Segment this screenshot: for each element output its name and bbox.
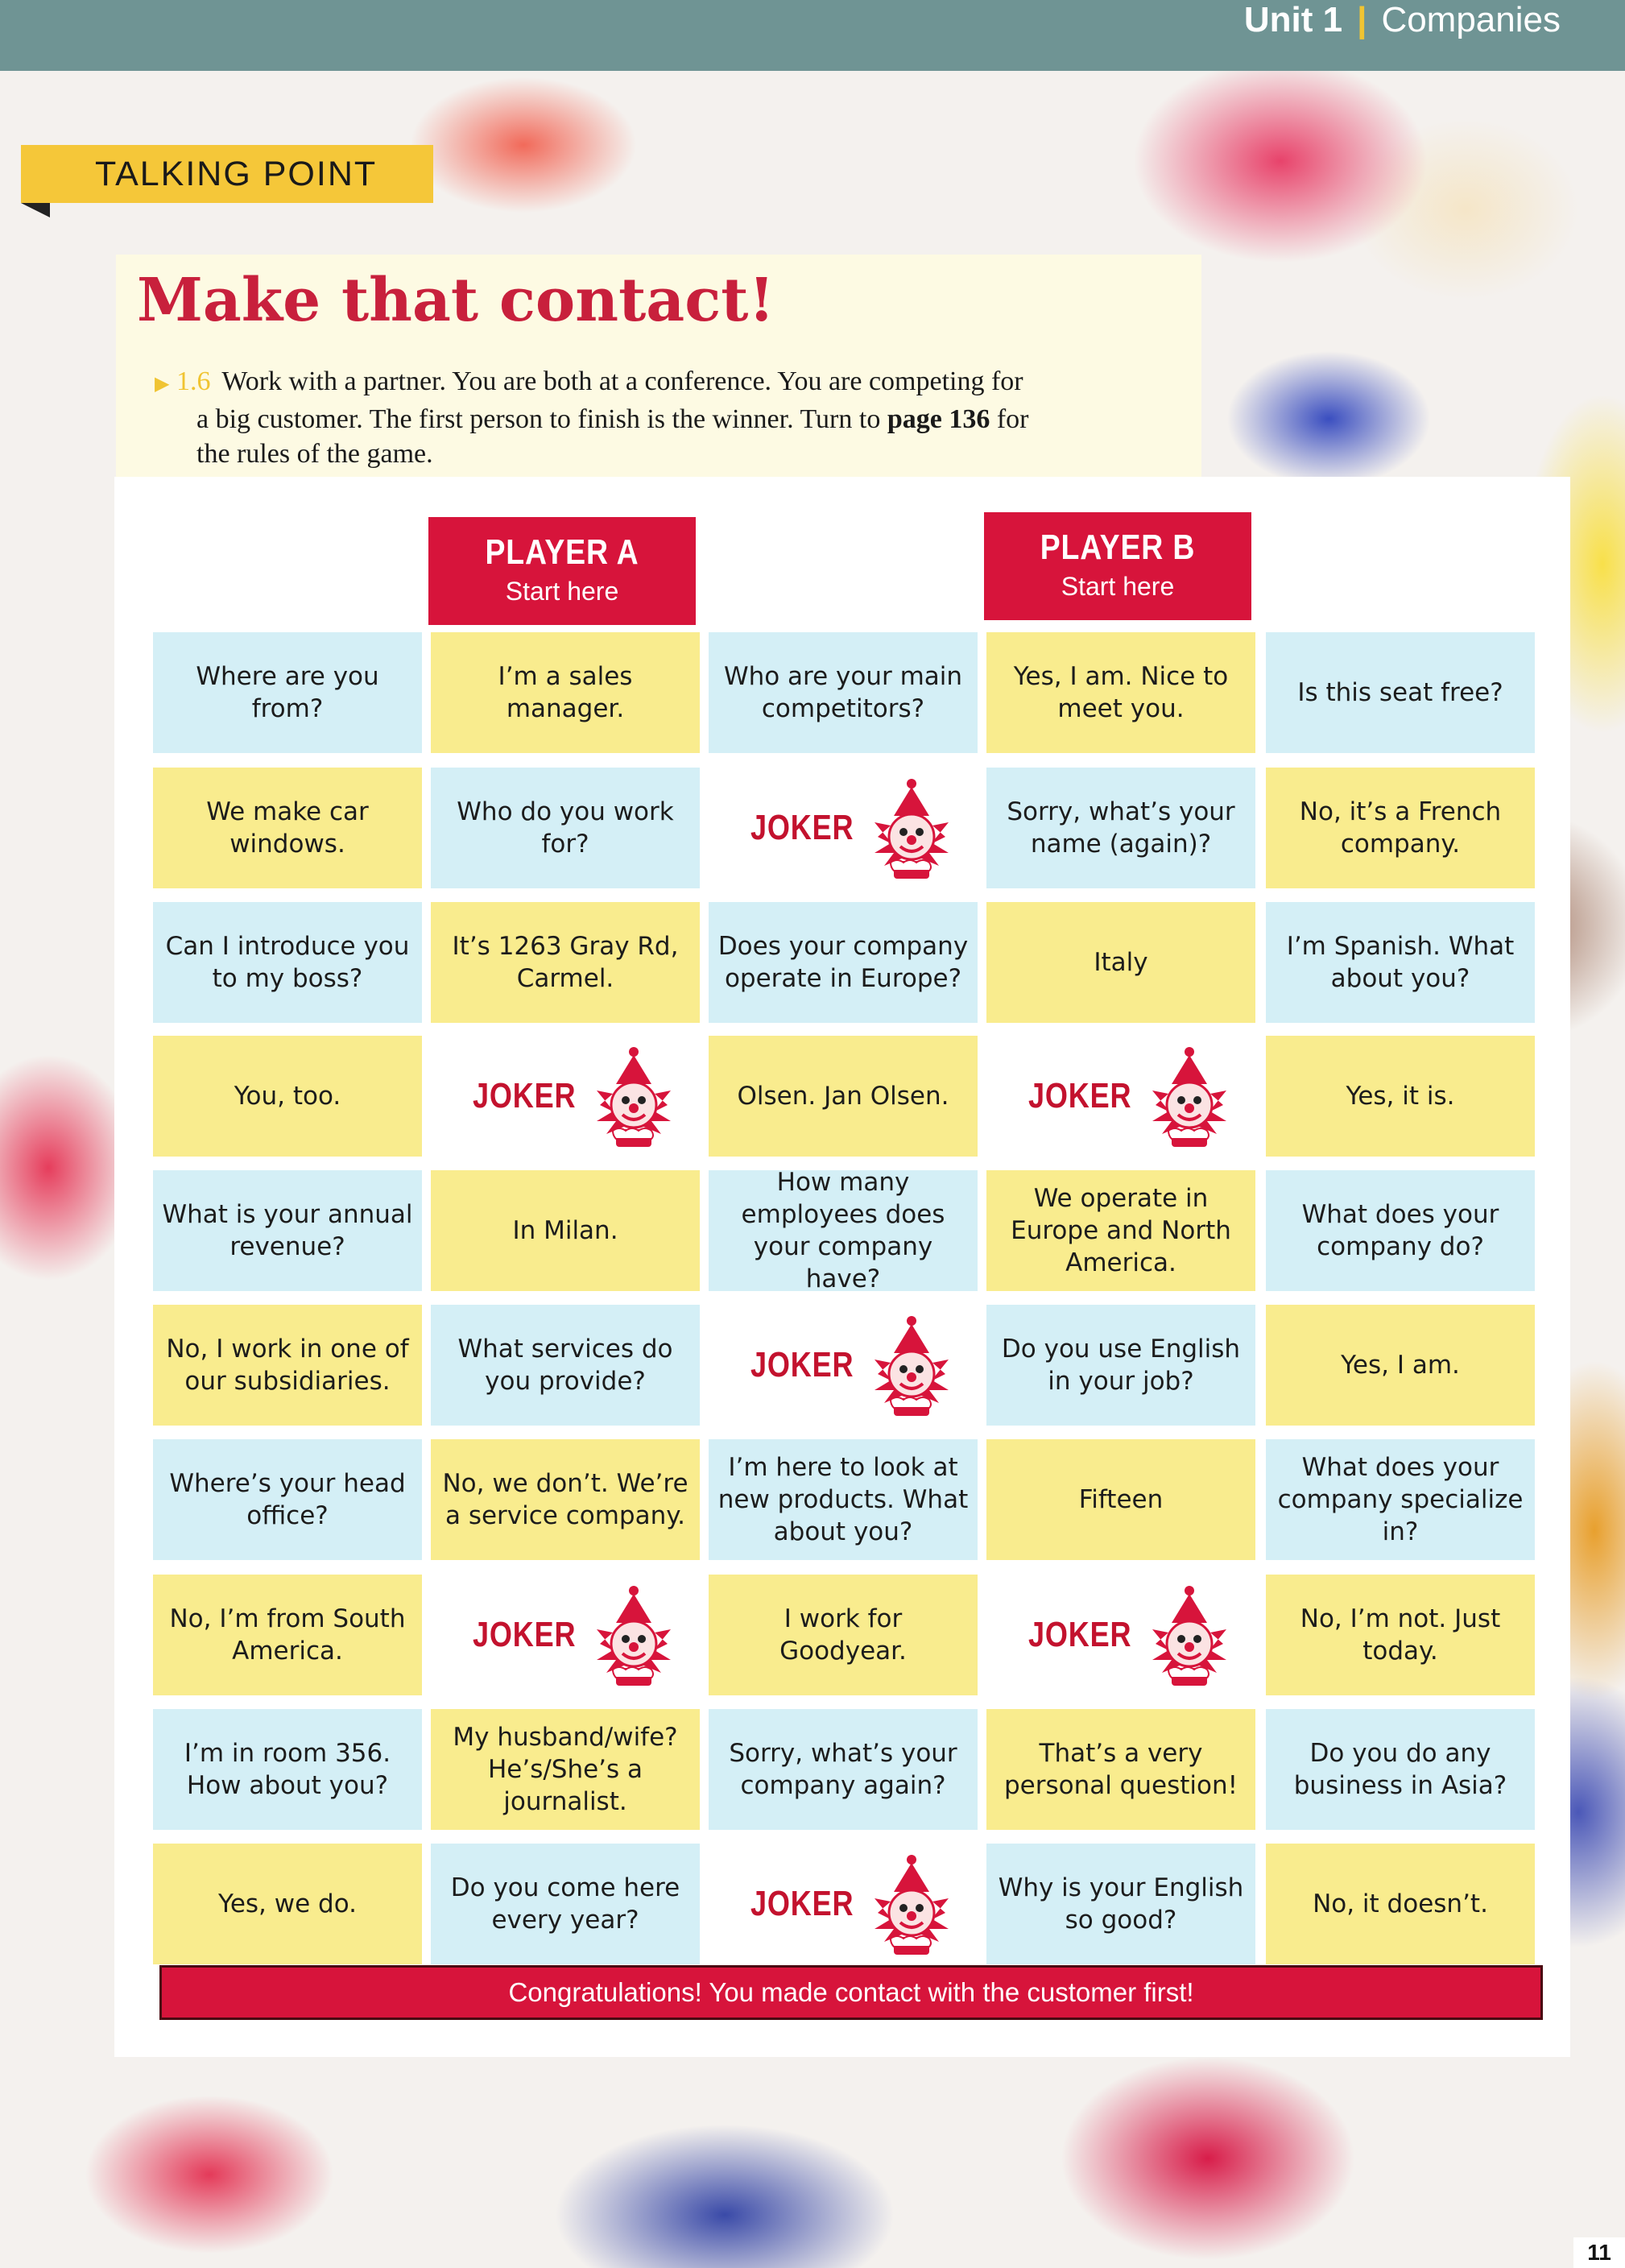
square-text: Where are you from?	[196, 662, 379, 723]
board-square	[1266, 1709, 1535, 1830]
square-text: No, we don’t. We’re a service company.	[442, 1469, 688, 1530]
board-square	[431, 768, 700, 888]
unit-label	[1244, 0, 1561, 40]
board-square	[431, 1709, 700, 1830]
instructions-line1: Work with a partner. You are both at a conference. You are competing for	[221, 366, 1023, 396]
player-b-start	[984, 512, 1251, 620]
square-text: How many employees does your company have?	[741, 1168, 945, 1293]
joker-label: JOKER	[750, 1884, 854, 1923]
page-reference: page 136	[887, 404, 990, 434]
player-b-start-text: Start here	[1061, 572, 1175, 601]
board-square	[153, 1439, 422, 1560]
square-text: We make car windows.	[206, 797, 369, 859]
instructions-line2: a big customer. The first person to finish is the winner. Turn to	[196, 404, 881, 434]
joker-label: JOKER	[750, 808, 854, 847]
clown-icon	[585, 1047, 682, 1150]
square-text: Do you come here every year?	[450, 1873, 680, 1935]
board-square	[153, 1575, 422, 1695]
board-square	[1266, 1170, 1535, 1291]
board-square	[709, 632, 978, 753]
square-text: My husband/wife? He’s/She’s a journalist.	[453, 1723, 678, 1816]
section-label: TALKING POINT	[21, 145, 433, 203]
square-text: Sorry, what’s your name (again)?	[1007, 797, 1235, 859]
square-text: No, it’s a French company.	[1299, 797, 1502, 859]
page-number: 11	[1573, 2237, 1625, 2268]
clown-icon	[863, 1316, 960, 1419]
square-text: Who are your main competitors?	[723, 662, 963, 723]
board-square	[153, 768, 422, 888]
square-text: In Milan.	[512, 1216, 618, 1245]
board-square	[986, 1439, 1255, 1560]
player-a-start-text: Start here	[505, 577, 619, 606]
board-square	[986, 1709, 1255, 1830]
joker-square	[709, 1844, 978, 1964]
board-square	[1266, 1036, 1535, 1157]
square-text: Why is your English so good?	[998, 1873, 1244, 1935]
square-text: What does your company specialize in?	[1277, 1453, 1524, 1546]
square-text: I work for Goodyear.	[779, 1604, 907, 1666]
square-text: That’s a very personal question!	[1003, 1739, 1238, 1800]
board-square	[1266, 902, 1535, 1023]
square-text: What does your company do?	[1301, 1200, 1499, 1261]
square-text: No, it doesn’t.	[1313, 1889, 1488, 1918]
instructions-line2-end: for	[996, 404, 1029, 434]
square-text: I’m a sales manager.	[498, 662, 633, 723]
board-square	[153, 902, 422, 1023]
joker-label: JOKER	[473, 1076, 577, 1115]
square-text: Do you do any business in Asia?	[1293, 1739, 1507, 1800]
board-square	[709, 902, 978, 1023]
board-square	[986, 1170, 1255, 1291]
square-text: Is this seat free?	[1297, 678, 1503, 707]
board-square	[153, 1709, 422, 1830]
audio-track-number: 1.6	[176, 366, 211, 396]
board-square	[431, 632, 700, 753]
square-text: Fifteen	[1078, 1485, 1164, 1514]
unit-number: Unit 1	[1243, 0, 1343, 39]
square-text: Can I introduce you to my boss?	[165, 932, 410, 993]
square-text: It’s 1263 Gray Rd, Carmel.	[452, 932, 679, 993]
board-square	[986, 1844, 1255, 1964]
square-text: Olsen. Jan Olsen.	[737, 1082, 949, 1111]
square-text: Who do you work for?	[457, 797, 674, 859]
page-title: Make that contact!	[137, 266, 775, 335]
square-text: Sorry, what’s your company again?	[729, 1739, 957, 1800]
instructions	[155, 364, 1185, 471]
square-text: What services do you provide?	[457, 1335, 673, 1396]
board-square	[431, 1170, 700, 1291]
square-text: I’m here to look at new products. What about you?	[717, 1453, 969, 1546]
board-square	[1266, 768, 1535, 888]
clown-icon	[863, 779, 960, 882]
board-square	[709, 1036, 978, 1157]
joker-square	[431, 1575, 700, 1695]
joker-square	[709, 768, 978, 888]
board-square	[709, 1170, 978, 1291]
square-text: We operate in Europe and North America.	[1011, 1184, 1231, 1277]
header-separator: |	[1357, 0, 1367, 39]
square-text: No, I work in one of our subsidiaries.	[166, 1335, 409, 1396]
square-text: No, I’m not. Just today.	[1300, 1604, 1501, 1666]
board-square	[709, 1439, 978, 1560]
section-label-fold	[21, 203, 50, 217]
board-square	[1266, 1844, 1535, 1964]
joker-square	[709, 1305, 978, 1426]
square-text: Do you use English in your job?	[1001, 1335, 1241, 1396]
joker-label: JOKER	[1028, 1076, 1132, 1115]
player-b-name: PLAYER B	[1040, 528, 1196, 567]
audio-arrow-icon: ▶	[155, 374, 170, 395]
joker-label: JOKER	[750, 1345, 854, 1384]
square-text: Does your company operate in Europe?	[717, 932, 969, 993]
square-text: Yes, we do.	[218, 1889, 357, 1918]
board-square	[986, 768, 1255, 888]
instructions-line3: the rules of the game.	[196, 439, 433, 469]
board-square	[153, 1844, 422, 1964]
player-a-start	[428, 517, 696, 625]
square-text: No, I’m from South America.	[169, 1604, 406, 1666]
instructions-line2-wrap	[155, 402, 1185, 437]
board-square	[431, 1439, 700, 1560]
clown-icon	[585, 1586, 682, 1689]
clown-icon	[1141, 1047, 1238, 1150]
board-square	[986, 632, 1255, 753]
square-text: I’m in room 356. How about you?	[184, 1739, 391, 1800]
board-square	[431, 1844, 700, 1964]
joker-square	[986, 1575, 1255, 1695]
board-square	[153, 1036, 422, 1157]
board-square	[1266, 1575, 1535, 1695]
board-square	[709, 1709, 978, 1830]
board-square	[1266, 1305, 1535, 1426]
board-square	[153, 1170, 422, 1291]
board-square	[986, 902, 1255, 1023]
square-text: Yes, it is.	[1346, 1082, 1455, 1111]
square-text: I’m Spanish. What about you?	[1286, 932, 1515, 993]
joker-square	[431, 1036, 700, 1157]
board-square	[431, 1305, 700, 1426]
player-a-name: PLAYER A	[485, 532, 639, 572]
square-text: Where’s your head office?	[169, 1469, 406, 1530]
square-text: What is your annual revenue?	[162, 1200, 413, 1261]
board-square	[709, 1575, 978, 1695]
square-text: You, too.	[234, 1082, 341, 1111]
joker-label: JOKER	[473, 1615, 577, 1654]
board-square	[153, 632, 422, 753]
board-square	[431, 902, 700, 1023]
joker-label: JOKER	[1028, 1615, 1132, 1654]
board-square	[1266, 1439, 1535, 1560]
board-square	[1266, 632, 1535, 753]
square-text: Yes, I am.	[1341, 1351, 1460, 1380]
joker-square	[986, 1036, 1255, 1157]
board-square	[986, 1305, 1255, 1426]
clown-icon	[863, 1855, 960, 1958]
finish-banner: Congratulations! You made contact with the customer first!	[159, 1965, 1543, 2020]
board-square	[153, 1305, 422, 1426]
clown-icon	[1141, 1586, 1238, 1689]
square-text: Yes, I am. Nice to meet you.	[1013, 662, 1229, 723]
square-text: Italy	[1094, 948, 1148, 977]
unit-topic: Companies	[1381, 0, 1561, 39]
header-bar	[0, 0, 1625, 71]
